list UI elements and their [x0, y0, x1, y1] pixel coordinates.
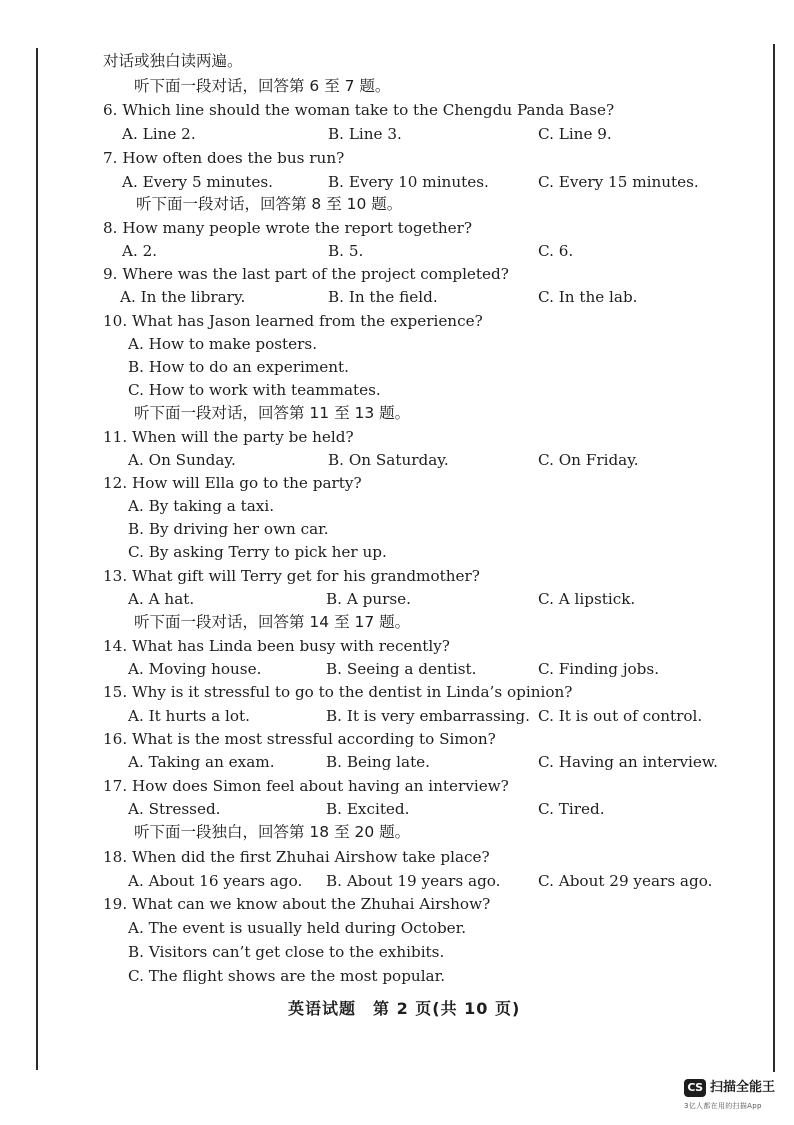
question-stem: 13. What gift will Terry get for his grandmother?	[103, 567, 480, 585]
option-c: C. Tired.	[538, 800, 605, 818]
option-a: A. It hurts a lot.	[128, 707, 250, 725]
option-a: A. In the library.	[120, 288, 246, 306]
scanner-tagline: 3亿人都在用的扫描App	[684, 1102, 762, 1110]
question-stem: 11. When will the party be held?	[103, 428, 354, 446]
option-c: C. The flight shows are the most popular.	[128, 967, 446, 985]
section-instruction: 听下面一段独白，回答第 18 至 20 题。	[134, 823, 411, 841]
option-b: B. Being late.	[326, 753, 430, 771]
option-b: B. Line 3.	[328, 125, 402, 143]
option-a: A. Line 2.	[122, 125, 196, 143]
option-c: C. How to work with teammates.	[128, 381, 381, 399]
option-b: B. It is very embarrassing.	[326, 707, 530, 725]
question-stem: 16. What is the most stressful according to Simon?	[103, 730, 496, 748]
question-stem: 19. What can we know about the Zhuhai Airshow?	[103, 895, 491, 913]
section-instruction: 听下面一段对话，回答第 14 至 17 题。	[134, 613, 411, 631]
option-c: C. It is out of control.	[538, 707, 703, 725]
question-stem: 8. How many people wrote the report together?	[103, 219, 472, 237]
question-stem: 12. How will Ella go to the party?	[103, 474, 362, 492]
scanner-app-name: 扫描全能王	[710, 1080, 776, 1095]
option-c: C. Having an interview.	[538, 753, 718, 771]
option-b: B. Excited.	[326, 800, 410, 818]
question-stem: 18. When did the first Zhuhai Airshow take place?	[103, 848, 490, 866]
option-b: B. About 19 years ago.	[326, 872, 501, 890]
question-stem: 6. Which line should the woman take to the Chengdu Panda Base?	[103, 101, 615, 119]
question-stem: 14. What has Linda been busy with recently?	[103, 637, 450, 655]
option-c: C. Every 15 minutes.	[538, 173, 699, 191]
option-b: B. How to do an experiment.	[128, 358, 349, 376]
option-b: B. Seeing a dentist.	[326, 660, 477, 678]
option-a: A. Every 5 minutes.	[122, 173, 273, 191]
option-b: B. A purse.	[326, 590, 411, 608]
option-c: C. A lipstick.	[538, 590, 636, 608]
section-instruction: 听下面一段对话，回答第 11 至 13 题。	[134, 404, 411, 422]
option-b: B. Every 10 minutes.	[328, 173, 489, 191]
option-b: B. On Saturday.	[328, 451, 449, 469]
option-c: C. 6.	[538, 242, 574, 260]
section-instruction: 听下面一段对话，回答第 8 至 10 题。	[136, 195, 403, 213]
option-b: B. By driving her own car.	[128, 520, 329, 538]
question-stem: 17. How does Simon feel about having an interview?	[103, 777, 509, 795]
option-c: C. Finding jobs.	[538, 660, 660, 678]
option-c: C. By asking Terry to pick her up.	[128, 543, 387, 561]
intro-line: 对话或独白读两遍。	[103, 52, 243, 70]
option-a: A. On Sunday.	[128, 451, 236, 469]
option-c: C. Line 9.	[538, 125, 612, 143]
scanner-logo-icon: CS	[684, 1079, 706, 1097]
option-b: B. In the field.	[328, 288, 438, 306]
option-a: A. About 16 years ago.	[128, 872, 303, 890]
scanner-watermark	[684, 1079, 794, 1119]
option-a: A. By taking a taxi.	[128, 497, 275, 515]
question-stem: 9. Where was the last part of the project completed?	[103, 265, 509, 283]
option-c: C. On Friday.	[538, 451, 639, 469]
option-a: A. How to make posters.	[128, 335, 318, 353]
left-margin-line	[36, 48, 38, 1070]
option-a: A. 2.	[122, 242, 158, 260]
option-c: C. About 29 years ago.	[538, 872, 713, 890]
question-stem: 15. Why is it stressful to go to the dentist in Linda’s opinion?	[103, 683, 573, 701]
option-a: A. Moving house.	[128, 660, 262, 678]
option-b: B. 5.	[328, 242, 364, 260]
option-a: A. A hat.	[128, 590, 195, 608]
option-c: C. In the lab.	[538, 288, 638, 306]
option-b: B. Visitors can’t get close to the exhibits.	[128, 943, 445, 961]
option-a: A. Stressed.	[128, 800, 221, 818]
option-a: A. Taking an exam.	[128, 753, 275, 771]
page-footer: 英语试题 第 2 页(共 10 页)	[288, 999, 521, 1018]
section-instruction: 听下面一段对话，回答第 6 至 7 题。	[134, 77, 391, 95]
option-a: A. The event is usually held during October.	[128, 919, 467, 937]
question-stem: 10. What has Jason learned from the experience?	[103, 312, 483, 330]
question-stem: 7. How often does the bus run?	[103, 149, 345, 167]
right-margin-line	[773, 44, 775, 1072]
